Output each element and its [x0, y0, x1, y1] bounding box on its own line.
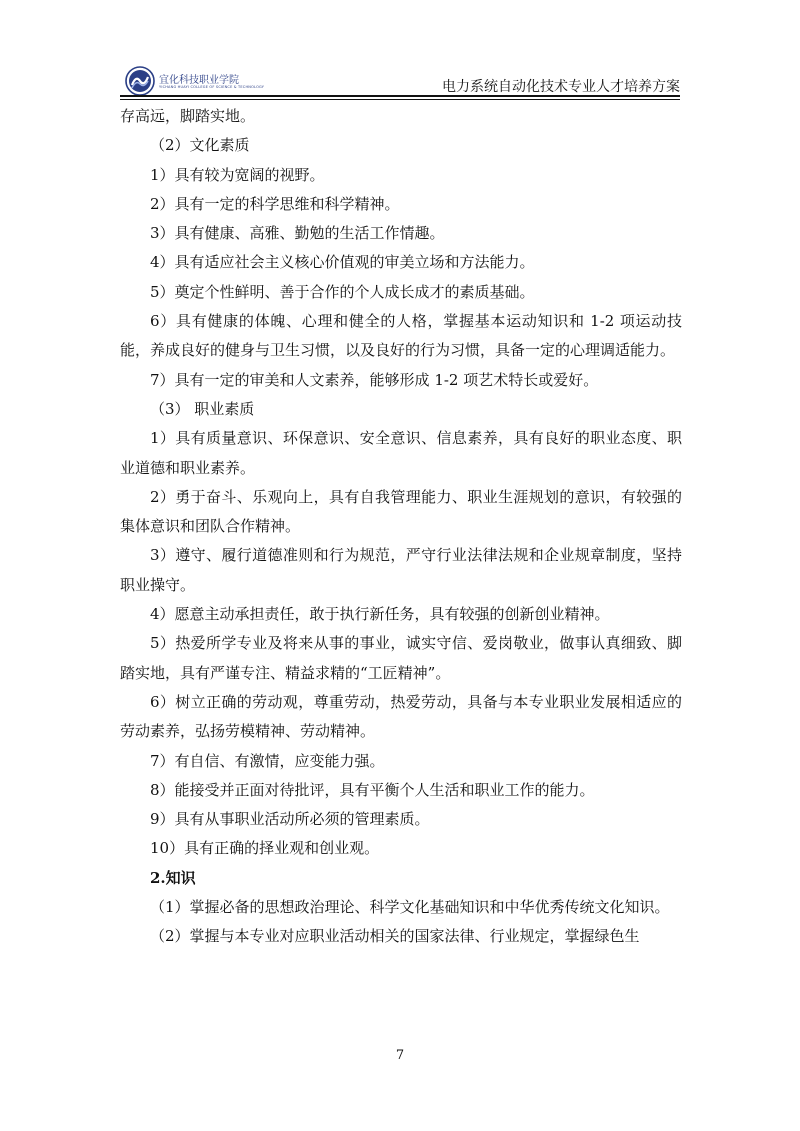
- paragraph: 2）具有一定的科学思维和科学精神。: [150, 194, 400, 213]
- paragraph: （3） 职业素质: [150, 399, 255, 418]
- school-name: 宜化科技职业学院: [159, 75, 239, 86]
- school-emblem-icon: [125, 66, 155, 96]
- paragraph: （2）掌握与本专业对应职业活动相关的国家法律、行业规定，掌握绿色生: [150, 927, 640, 946]
- page-header: [120, 62, 680, 98]
- page-number: 7: [395, 1048, 405, 1063]
- paragraph: 7）具有一定的审美和人文素养，能够形成 1-2 项艺术特长或爱好。: [150, 370, 599, 389]
- paragraph: （1）掌握必备的思想政治理论、科学文化基础知识和中华优秀传统文化知识。: [150, 898, 670, 917]
- paragraph: 4）愿意主动承担责任，敢于执行新任务，具有较强的创新创业精神。: [150, 605, 610, 624]
- paragraph: 9）具有从事职业活动所必须的管理素质。: [150, 810, 430, 829]
- school-logo: [125, 66, 285, 96]
- paragraph: 6）树立正确的劳动观，尊重劳动，热爱劳动，具备与本专业职业发展相适应的劳动素养，弘扬劳模精神、劳动精神。: [120, 692, 682, 741]
- paragraph: 1）具有较为宽阔的视野。: [150, 165, 325, 184]
- paragraph: 1）具有质量意识、环保意识、安全意识、信息素养，具有良好的职业态度、职业道德和职业素养。: [120, 429, 682, 477]
- paragraph: 4）具有适应社会主义核心价值观的审美立场和方法能力。: [150, 253, 535, 272]
- paragraph: 3）遵守、履行道德准则和行为规范，严守行业法律法规和企业规章制度，坚持职业操守。: [120, 546, 682, 594]
- paragraph: 10）具有正确的择业观和创业观。: [150, 839, 380, 858]
- paragraph: 2）勇于奋斗、乐观向上，具有自我管理能力、职业生涯规划的意识，有较强的集体意识和团队合作精神。: [120, 487, 682, 536]
- section-heading: 2.知识: [150, 868, 196, 887]
- header-rule-thin: [120, 99, 680, 100]
- school-name-en: YICHANG HUAYI COLLEGE OF SCIENCE & TECHNOLOGY: [159, 85, 265, 89]
- document-body: [120, 102, 682, 952]
- paragraph: 3）具有健康、高雅、勤勉的生活工作情趣。: [150, 224, 445, 243]
- document-title: 电力系统自动化技术专业人才培养方案: [442, 79, 680, 95]
- paragraph: （2）文化素质: [150, 136, 250, 155]
- paragraph: 5）热爱所学专业及将来从事的事业，诚实守信、爱岗敬业，做事认真细致、脚踏实地，具有严谨专注、精益求精的“工匠精神”。: [120, 634, 682, 682]
- paragraph: 5）奠定个性鲜明、善于合作的个人成长成才的素质基础。: [150, 282, 535, 301]
- paragraph: 7）有自信、有激情，应变能力强。: [150, 751, 385, 770]
- paragraph: 6）具有健康的体魄、心理和健全的人格，掌握基本运动知识和 1-2 项运动技能，养成良好的健身与卫生习惯，以及良好的行为习惯，具备一定的心理调适能力。: [120, 312, 682, 360]
- header-rule-thick: [120, 95, 680, 97]
- paragraph: 8）能接受并正面对待批评，具有平衡个人生活和职业工作的能力。: [150, 780, 595, 799]
- paragraph: 存高远，脚踏实地。: [120, 107, 256, 125]
